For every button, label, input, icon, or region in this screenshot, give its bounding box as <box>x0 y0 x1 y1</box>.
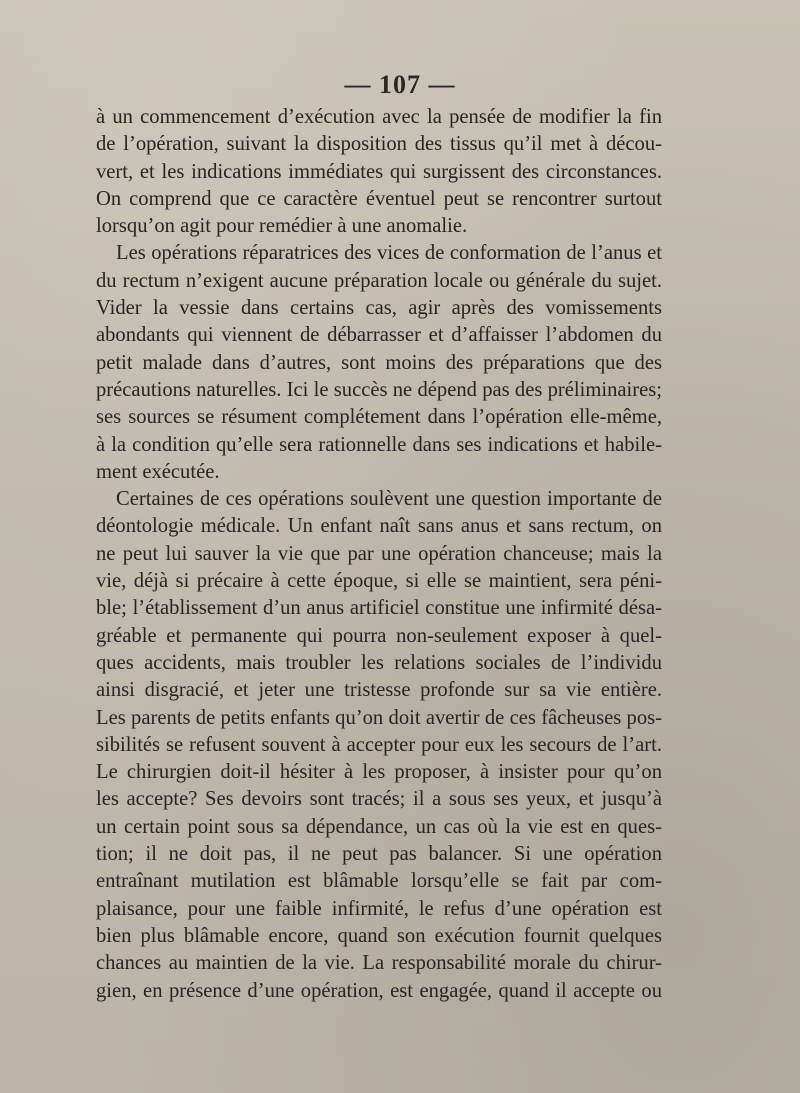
text-line: déontologie médicale. Un enfant naît sans anus et sans rectum, on <box>96 515 662 538</box>
text-line: à un commencement d’exécution avec la pensée de modifier la fin <box>96 106 662 128</box>
text-line: vert, et les indications immédiates qui surgissent des circonstances. <box>96 160 662 183</box>
text-line: gréable et permanente qui pourra non-seulement exposer à quel- <box>96 624 662 647</box>
text-line: à la condition qu’elle sera rationnelle dans ses indications et habile- <box>96 433 662 456</box>
text-line: du rectum n’exigent aucune préparation locale ou générale du sujet. <box>96 269 662 292</box>
body-text <box>96 104 662 1005</box>
text-line: Vider la vessie dans certains cas, agir après des vomissements <box>96 297 662 320</box>
text-line: ment exécutée. <box>96 460 220 483</box>
text-line: plaisance, pour une faible infirmité, le refus d’une opération est <box>96 897 662 920</box>
text-line: un certain point sous sa dépendance, un cas où la vie est en ques- <box>96 815 662 838</box>
text-line: petit malade dans d’autres, sont moins des préparations que des <box>96 351 662 374</box>
text-line: les accepte? Ses devoirs sont tracés; il a sous ses yeux, et jusqu’à <box>96 788 662 811</box>
text-line: abondants qui viennent de débarrasser et d’affaisser l’abdomen du <box>96 324 662 347</box>
page-number: — 107 — <box>344 70 456 99</box>
text-line: On comprend que ce caractère éventuel peut se rencontrer surtout <box>96 187 662 210</box>
text-line: ainsi disgracié, et jeter une tristesse profonde sur sa vie entière. <box>96 679 662 702</box>
text-line: tion; il ne doit pas, il ne peut pas balancer. Si une opération <box>96 843 662 866</box>
text-line: entraînant mutilation est blâmable lorsqu’elle se fait par com- <box>96 870 662 893</box>
text-line: Les parents de petits enfants qu’on doit avertir de ces fâcheuses pos- <box>96 706 662 729</box>
text-line: ses sources se résument complétement dans l’opération elle-même, <box>96 406 662 429</box>
text-line: Le chirurgien doit-il hésiter à les proposer, à insister pour qu’on <box>96 761 662 784</box>
text-line: de l’opération, suivant la disposition des tissus qu’il met à décou- <box>96 133 662 156</box>
text-line: gien, en présence d’une opération, est engagée, quand il accepte ou <box>96 979 662 1002</box>
text-line: bien plus blâmable encore, quand son exécution fournit quelques <box>96 924 662 947</box>
text-line: vie, déjà si précaire à cette époque, si elle se maintient, sera péni- <box>96 570 662 593</box>
text-line: Les opérations réparatrices des vices de conformation de l’anus et <box>116 242 662 265</box>
text-line: ques accidents, mais troubler les relations sociales de l’individu <box>96 651 662 674</box>
text-line: ble; l’établissement d’un anus artificiel constitue une infirmité désa- <box>96 597 662 620</box>
text-line: ne peut lui sauver la vie que par une opération chanceuse; mais la <box>96 542 662 565</box>
text-line: lorsqu’on agit pour remédier à une anomalie. <box>96 215 468 238</box>
text-line: chances au maintien de la vie. La responsabilité morale du chirur- <box>96 952 662 975</box>
text-line: sibilités se refusent souvent à accepter pour eux les secours de l’art. <box>96 733 662 756</box>
text-line: précautions naturelles. Ici le succès ne dépend pas des préliminaires; <box>96 378 662 401</box>
text-line: Certaines de ces opérations soulèvent une question importante de <box>116 488 662 511</box>
